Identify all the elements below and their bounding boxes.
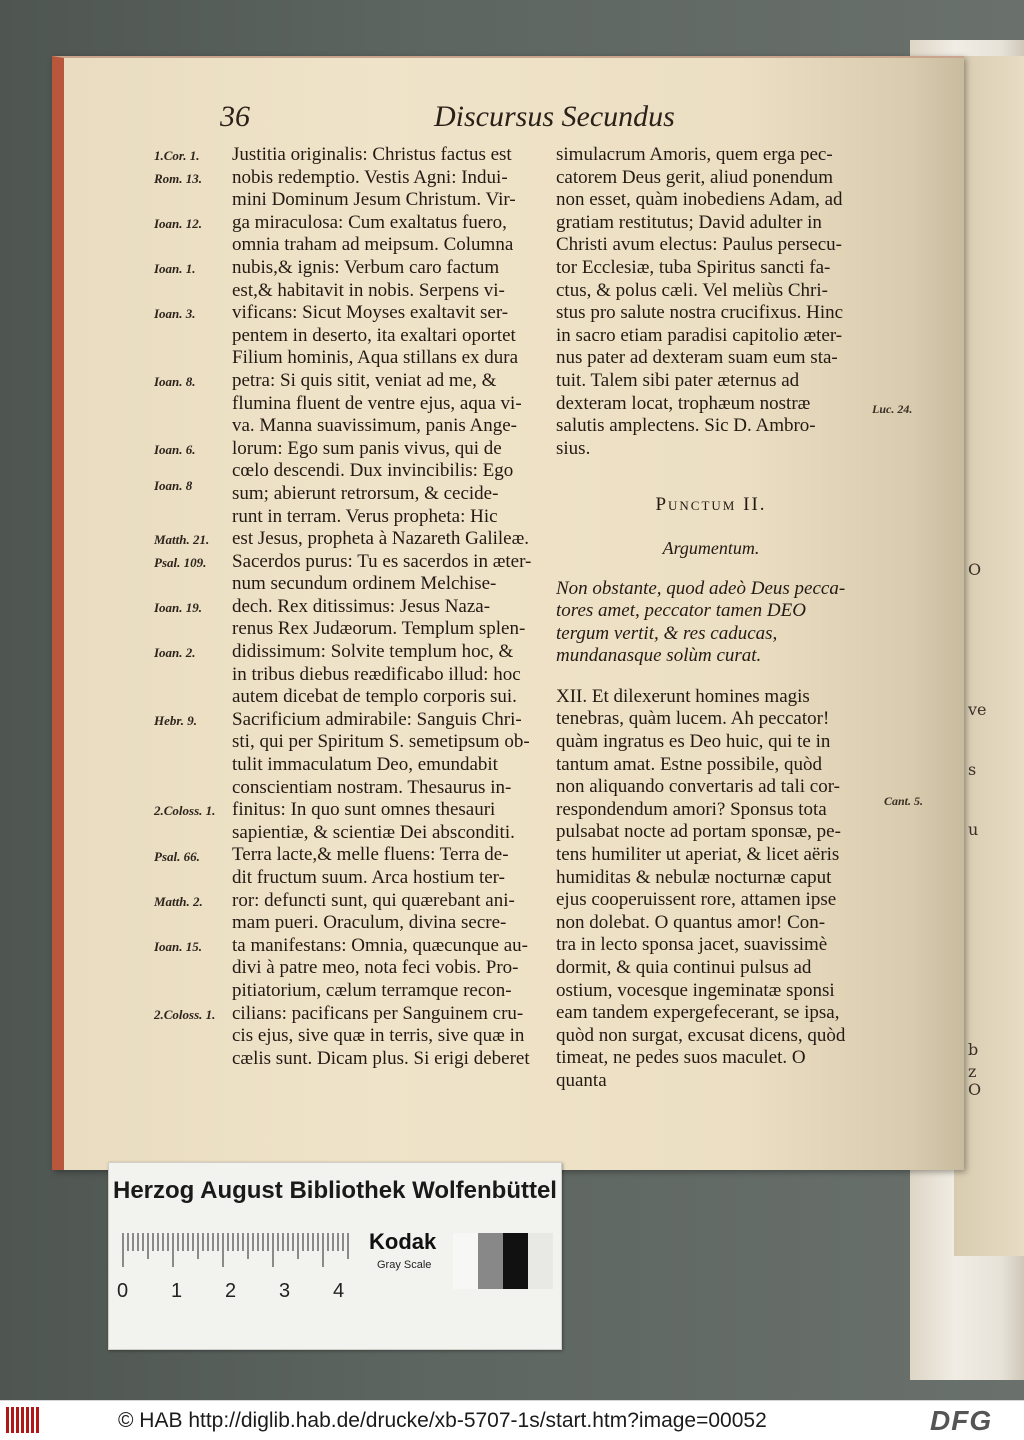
margin-reference: Ioan. 8.	[154, 374, 196, 389]
text-line: dexteram locat, trophæum nostræ	[556, 392, 811, 414]
section-xii-paragraph	[556, 686, 866, 1093]
right-margin-note-cant: Cant. 5.	[884, 794, 924, 808]
text-line: stus pro salute nostra crucifixus. Hinc	[556, 302, 844, 324]
ruler-number: 3	[279, 1280, 291, 1302]
text-line: cilians: pacificans per Sanguinem cru-	[232, 1002, 524, 1024]
text-line: cis ejus, sive quæ in terris, sive quæ in	[232, 1025, 525, 1047]
argument-line: mundanasque solùm curat.	[556, 645, 762, 667]
margin-reference: Rom. 13.	[154, 170, 203, 186]
text-line: catorem Deus gerit, aliud ponendum	[556, 166, 834, 188]
library-color-card	[108, 1162, 562, 1350]
adjacent-page-text: u	[968, 820, 979, 839]
text-line: cælis sunt. Dicam plus. Si erigi deberet	[232, 1047, 530, 1069]
ruler-number: 0	[117, 1280, 129, 1302]
text-line: lorum: Ego sum panis vivus, qui de	[232, 437, 502, 459]
text-line: Justitia originalis: Christus factus est	[232, 144, 512, 165]
swatch-black	[503, 1233, 528, 1289]
text-line: autem dicebat de templo corporis sui.	[232, 686, 517, 708]
right-text-column	[556, 144, 866, 1093]
text-line: Terra lacte,& melle fluens: Terra de-	[232, 844, 509, 866]
text-line: runt in terram. Verus propheta: Hic	[232, 505, 498, 527]
text-line: timeat, ne pedes suos maculet. O	[556, 1047, 806, 1069]
text-line: ta manifestans: Omnia, quæcunque au-	[232, 934, 529, 956]
text-line: quàm ingratus es Deo huic, qui te in	[556, 731, 831, 753]
text-line: tenebras, quàm lucem. Ah peccator!	[556, 708, 830, 730]
footer-bar	[0, 1400, 1024, 1440]
margin-reference: Ioan. 19.	[154, 600, 203, 615]
adjacent-page	[954, 56, 1024, 1256]
text-line: sum; abierunt retrorsum, & cecide-	[232, 482, 499, 504]
text-line: respondendum amori? Sponsus tota	[556, 798, 827, 820]
institution-name: Herzog August Bibliothek Wolfenbüttel	[113, 1177, 557, 1204]
text-line: tor Ecclesiæ, tuba Spiritus sancti fa-	[556, 256, 831, 278]
margin-reference: Ioan. 15.	[154, 939, 203, 954]
swatch-mid-gray	[478, 1233, 503, 1289]
margin-reference: Matth. 21.	[154, 532, 210, 548]
text-line: eam tandem expergefecerant, se ipsa,	[556, 1002, 840, 1024]
adjacent-page-text: z	[968, 1062, 977, 1081]
text-line: petra: Si quis sitit, veniat ad me, &	[232, 369, 497, 391]
text-line: nubis,& ignis: Verbum caro factum	[232, 256, 500, 278]
text-line: tuit. Talem sibi pater æternus ad	[556, 369, 800, 391]
text-line: pitiatorium, cælum terramque recon-	[232, 979, 512, 1001]
ruler-scale	[117, 1233, 357, 1303]
text-line: dormit, & quia continui pulsus ad	[556, 957, 812, 978]
text-line: Christi avum electus: Paulus persecu-	[556, 234, 842, 256]
margin-reference: Ioan. 12.	[154, 215, 203, 231]
text-line: Sacerdos purus: Tu es sacerdos in æter-	[232, 550, 532, 572]
text-line: finitus: In quo sunt omnes thesauri	[232, 799, 496, 821]
swatch-white	[453, 1233, 478, 1289]
margin-reference: Ioan. 8	[154, 478, 193, 494]
adjacent-page-text: s	[968, 760, 977, 779]
text-line: gratiam restitutus; David adulter in	[556, 211, 822, 233]
adjacent-page-text: O	[968, 560, 982, 579]
text-line: va. Manna suavissimum, panis Ange-	[232, 415, 517, 437]
ruler-number: 1	[171, 1280, 183, 1302]
text-line: tra in lecto sponsa jacet, suavissimè	[556, 934, 828, 956]
hab-logo-icon	[6, 1407, 40, 1433]
margin-reference: Ioan. 1.	[154, 261, 196, 276]
text-line: non aliquando convertaris ad tali cor-	[556, 776, 840, 798]
argument-line: Non obstante, quod adeò Deus pecca-	[556, 577, 846, 599]
text-line: num secundum ordinem Melchise-	[232, 573, 497, 595]
text-line: est,& habitavit in nobis. Serpens vi-	[232, 279, 505, 301]
text-line: in sacro etiam paradisi capitolio æter-	[556, 324, 843, 346]
ruler-number: 4	[333, 1280, 345, 1302]
margin-reference: 1.Cor. 1.	[154, 148, 200, 163]
margin-reference: Matth. 2.	[154, 893, 203, 909]
ruler-number: 2	[225, 1280, 237, 1302]
running-title: Discursus Secundus	[434, 100, 675, 133]
text-line: quanta	[556, 1069, 607, 1091]
punctum-heading: Punctum II.	[655, 494, 767, 516]
text-line: sti, qui per Spiritum S. semetipsum ob-	[232, 731, 530, 753]
text-line: ctus, & polus cæli. Vel meliùs Chri-	[556, 279, 828, 301]
source-link[interactable]: © HAB http://diglib.hab.de/drucke/xb-5707-1s/start.htm?image=00052	[118, 1409, 767, 1432]
text-line: XII. Et dilexerunt homines magis	[556, 685, 810, 707]
right-column-paragraph	[556, 144, 866, 460]
text-line: quòd non surgat, excusat dicens, quòd	[556, 1024, 846, 1046]
margin-reference: Psal. 109.	[154, 554, 207, 570]
text-line: conscientiam nostram. Thesaurus in-	[232, 776, 512, 798]
text-line: dit fructum suum. Arca hostium ter-	[232, 867, 505, 888]
text-line: non esset, quàm inobediens Adam, ad	[556, 189, 843, 211]
margin-reference: 2.Coloss. 1.	[154, 803, 216, 819]
text-line: ror: defuncti sunt, qui quærebant ani-	[232, 889, 515, 911]
page-number: 36	[220, 100, 250, 133]
dfg-logo: DFG	[930, 1405, 993, 1436]
text-line: nobis redemptio. Vestis Agni: Indui-	[232, 166, 508, 188]
text-line: Filium hominis, Aqua stillans ex dura	[232, 347, 519, 369]
text-line: non dolebat. O quantus amor! Con-	[556, 911, 826, 933]
text-line: tens humiliter ut aperiat, & licet aëris	[556, 844, 840, 866]
text-line: est Jesus, propheta à Nazareth Galileæ.	[232, 528, 530, 550]
text-line: pentem in deserto, ita exaltari oportet	[232, 324, 516, 346]
adjacent-page-text: O	[968, 1080, 982, 1099]
text-line: sapientiæ, & scientiæ Dei absconditi.	[232, 821, 515, 843]
text-line: Sacrificium admirabile: Sanguis Chri-	[232, 708, 522, 730]
margin-reference: Ioan. 3.	[154, 306, 196, 322]
text-line: ostium, vocesque ingeminatæ sponsi	[556, 979, 835, 1001]
text-line: sius.	[556, 437, 591, 459]
adjacent-page-text: b	[968, 1040, 979, 1059]
text-line: ga miraculosa: Cum exaltatus fuero,	[232, 211, 507, 233]
text-line: omnia traham ad meipsum. Columna	[232, 234, 514, 256]
left-text-column	[232, 144, 540, 1070]
argument-line: tores amet, peccator tamen DEO	[556, 600, 806, 622]
adjacent-page-text: ve	[968, 700, 987, 719]
text-line: renus Rex Judæorum. Templum splen-	[232, 618, 526, 640]
text-line: in tribus diebus reædificabo illud: hoc	[232, 663, 521, 685]
text-line: divi à patre meo, nota feci vobis. Pro-	[232, 957, 519, 979]
gray-scale-label: Gray Scale	[377, 1259, 432, 1271]
text-line: cœlo descendi. Dux invincibilis: Ego	[232, 460, 514, 482]
text-line: pulsabat nocte ad portam sponsæ, pe-	[556, 821, 841, 843]
margin-reference: Psal. 66.	[154, 848, 200, 864]
text-line: tulit immaculatum Deo, emundabit	[232, 754, 498, 776]
text-line: nus pater ad dexteram suam eum sta-	[556, 347, 838, 369]
right-margin-note-luc: Luc. 24.	[872, 402, 913, 416]
swatch-light	[528, 1233, 553, 1289]
text-line: tantum amat. Estne possibile, quòd	[556, 753, 822, 775]
margin-reference: 2.Coloss. 1.	[154, 1006, 216, 1022]
text-line: mini Dominum Jesum Christum. Vir-	[232, 189, 516, 211]
argument-line: tergum vertit, & res caducas,	[556, 622, 778, 644]
text-line: dech. Rex ditissimus: Jesus Naza-	[232, 595, 491, 617]
text-line: vificans: Sicut Moyses exaltavit ser-	[232, 302, 509, 324]
kodak-logo: Kodak	[369, 1229, 437, 1254]
argumentum-heading: Argumentum.	[662, 537, 760, 558]
text-line: simulacrum Amoris, quem erga pec-	[556, 144, 833, 165]
margin-reference: Ioan. 2.	[154, 645, 196, 661]
text-line: humiditas & nebulæ nocturnæ caput	[556, 866, 832, 888]
margin-reference: Hebr. 9.	[154, 713, 197, 728]
text-line: mam pueri. Oraculum, divina secre-	[232, 912, 507, 934]
text-line: ejus cooperuissent rore, attamen ipse	[556, 889, 837, 911]
argument-summary	[556, 578, 866, 668]
text-line: salutis amplectens. Sic D. Ambro-	[556, 415, 816, 437]
text-line: flumina fluent de ventre ejus, aqua vi-	[232, 392, 522, 414]
text-line: didissimum: Solvite templum hoc, &	[232, 641, 514, 663]
margin-reference: Ioan. 6.	[154, 441, 196, 457]
gray-swatches	[453, 1233, 553, 1289]
